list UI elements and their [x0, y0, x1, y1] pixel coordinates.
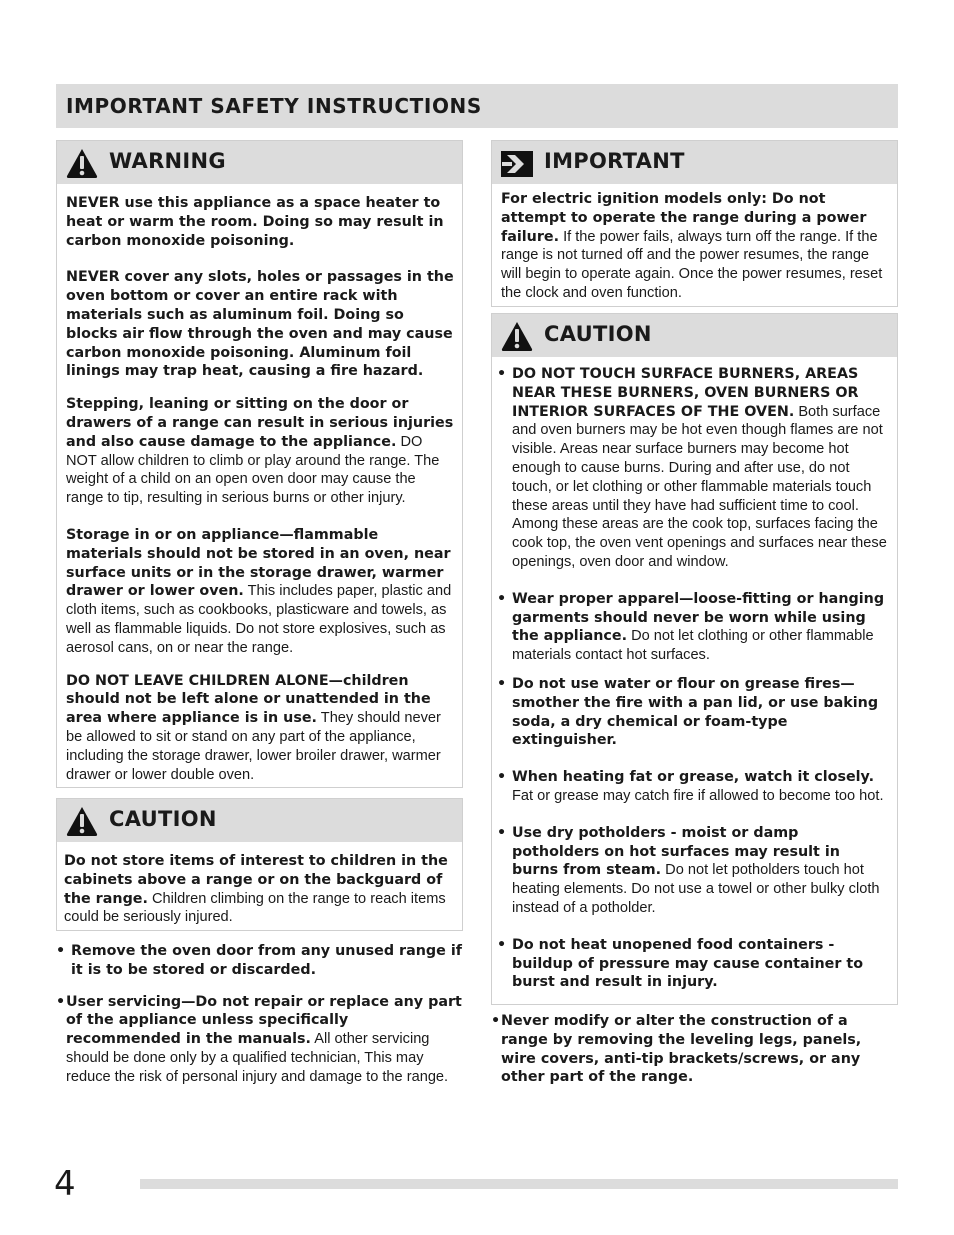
bullet-dot: •	[497, 936, 507, 953]
caution-box-left	[56, 798, 463, 931]
caution-box-right	[491, 313, 898, 1005]
caution-left-text: Children climbing on the range to reach items could be seriously injured.	[64, 890, 446, 926]
caution-item-bold: Do not use water or flour on grease fires—smother the fire with a pan lid, or use baking soda, a dry chemical or foam-type extinguisher.	[512, 675, 879, 749]
warning-header	[57, 141, 462, 184]
caution-item-bold: DO NOT TOUCH SURFACE BURNERS, AREAS NEAR THESE BURNERS, OVEN BURNERS OR INTERIOR SURFACES OF THE OVEN.	[512, 366, 859, 420]
important-text: If the power fails, always turn off the range. If the range is not turned off and the power resumes, the range will begin to operate again. Once the power resumes, reset the clock and oven function.	[501, 228, 883, 301]
arrow-right-icon	[500, 149, 534, 181]
caution-left-header	[57, 799, 462, 842]
bullet-dot: •	[497, 769, 507, 786]
list-item	[497, 675, 889, 750]
list-item	[491, 1012, 899, 1087]
warning-children-text: They should never be allowed to sit or stand on any part of the appliance, including the storage drawer, lower broiler drawer, warmer drawer or lower double oven.	[66, 710, 441, 783]
warning-stepping-text: DO NOT allow children to climb or play around the range. The weight of a child on an open oven door may cause the range to tip, resulting in serious burns or other injury.	[66, 433, 440, 507]
bullet-dot: •	[497, 675, 507, 692]
list-item	[56, 993, 464, 1087]
warning-triangle-icon	[65, 805, 99, 837]
right-bullet	[491, 1012, 899, 1087]
list-item	[56, 942, 464, 980]
right-bullet-modify-text: Never modify or alter the construction of a range by removing the leveling legs, panels, wire covers, anti-tip brackets/screws, or any other part of the range.	[501, 1013, 862, 1086]
warning-stepping-bold: Stepping, leaning or sitting on the door or drawers of a range can result in serious injuries and also cause damage to the appliance.	[66, 396, 454, 450]
caution-item-bold: Use dry potholders - moist or damp potholders on hot surfaces may result in burns from steam.	[512, 824, 840, 879]
warning-heading: WARNING	[109, 149, 226, 173]
list-item	[497, 365, 889, 572]
list-item	[497, 590, 889, 665]
caution-left-heading: CAUTION	[109, 807, 217, 831]
bullet-dot: •	[497, 590, 507, 607]
list-item	[497, 936, 889, 992]
caution-right-heading: CAUTION	[544, 322, 652, 346]
caution-right-header	[492, 314, 897, 357]
caution-item-bold: When heating fat or grease, watch it closely.	[512, 769, 874, 786]
warning-space-heater-text: NEVER use this appliance as a space heater to heat or warm the room. Doing so may result in carbon monoxide poisoning.	[66, 195, 444, 249]
bullet-dot: •	[56, 943, 66, 959]
bullet-dot: •	[497, 366, 507, 382]
warning-children-bold: DO NOT LEAVE CHILDREN ALONE—children should not be left alone or unattended in the area where appliance is in use.	[66, 672, 431, 727]
important-bold: For electric ignition models only: Do not attempt to operate the range during a power failure.	[501, 191, 867, 245]
important-box	[491, 140, 898, 307]
left-bullet-remove-door: Remove the oven door from any unused range if it is to be stored or discarded.	[71, 943, 462, 978]
caution-left-bold: Do not store items of interest to children in the cabinets above a range or on the backguard of the range.	[64, 853, 448, 907]
caution-item-bold: Do not heat unopened food containers - buildup of pressure may cause container to burst and result in injury.	[512, 936, 864, 991]
footer-divider	[140, 1179, 898, 1189]
page-title: IMPORTANT SAFETY INSTRUCTIONS	[66, 94, 482, 118]
caution-item-text: Do not let clothing or other flammable materials contact hot surfaces.	[512, 628, 874, 664]
warning-triangle-icon	[500, 320, 534, 352]
important-heading: IMPORTANT	[544, 149, 685, 173]
list-item	[497, 768, 889, 806]
warning-triangle-icon	[65, 147, 99, 179]
important-header	[492, 141, 897, 184]
warning-foil-text: NEVER cover any slots, holes or passages in the oven bottom or cover an entire rack with materials such as aluminum foil. Doing so blocks air flow through the oven and may cause carbon monoxide poisoning. Aluminum foil linings may trap heat, causing a fire hazard.	[66, 269, 454, 380]
caution-item-bold: Wear proper apparel—loose-fitting or hanging garments should never be worn while using the appliance.	[512, 590, 885, 645]
bullet-dot: •	[56, 993, 66, 1010]
page-number: 4	[54, 1164, 76, 1204]
warning-storage-text: This includes paper, plastic and cloth items, such as cookbooks, plasticware and towels, as well as flammable liquids. Do not store explosives, such as aerosol cans, on or near the range.	[66, 583, 452, 656]
warning-box	[56, 140, 463, 788]
left-bullet-servicing-bold: User servicing—Do not repair or replace any part of the appliance unless specifically recommended in the manuals.	[66, 993, 462, 1048]
left-bullet-list	[56, 942, 464, 1087]
caution-item-text: Fat or grease may catch fire if allowed to become too hot.	[512, 787, 884, 804]
list-item	[497, 824, 889, 918]
bullet-dot: •	[497, 824, 507, 841]
warning-storage-bold: Storage in or on appliance—flammable materials should not be stored in an oven, near surface units or in the storage drawer, warmer drawer or lower oven.	[66, 526, 451, 600]
caution-item-text: Do not let potholders touch hot heating elements. Do not use a towel or other bulky cloth instead of a potholder.	[512, 862, 880, 916]
bullet-dot: •	[491, 1013, 501, 1029]
left-bullet-servicing-text: All other servicing should be done only by a qualified technician, This may reduce the risk of personal injury and damage to the range.	[66, 1031, 449, 1085]
section-title-bar	[56, 84, 898, 128]
caution-item-text: Both surface and oven burners may be hot even though flames are not visible. Areas near surface burners may become hot enough to cause burns. During and after use, do not touch, or let clothing or other flammable materials touch these areas until they have had sufficient time to cool. Among these areas are the cook top, surfaces facing the cook top, the oven vent openings and surfaces near these openings, oven door and window.	[512, 403, 887, 570]
